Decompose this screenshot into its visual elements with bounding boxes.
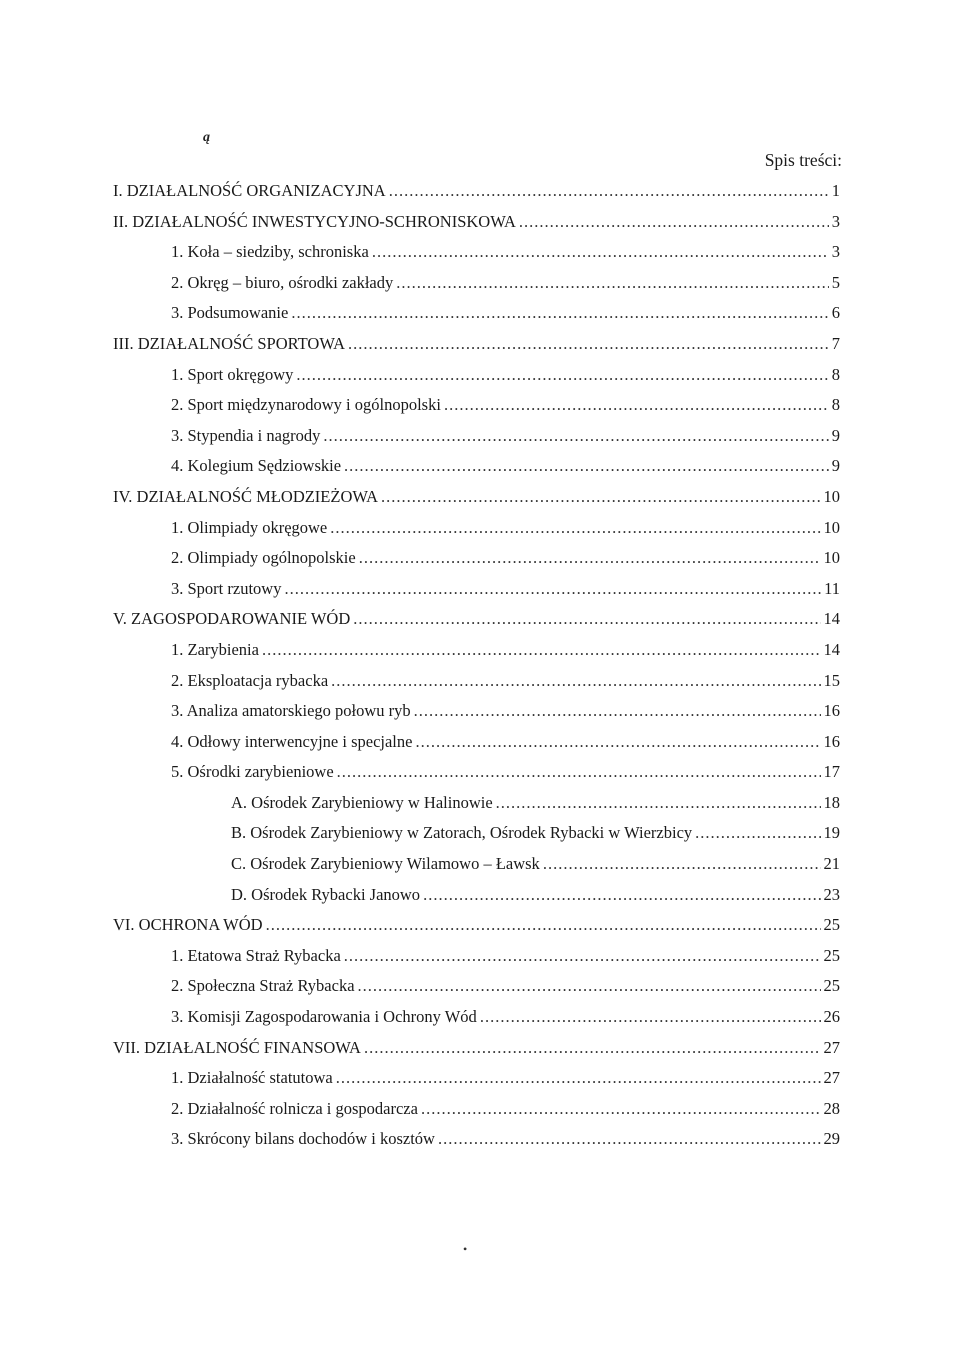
toc-entry-row [231, 849, 840, 880]
toc-dot-leader [344, 941, 821, 972]
toc-entry-title: 1. Sport okręgowy [171, 364, 294, 384]
toc-dot-leader [331, 666, 820, 697]
toc-entry [0, 1002, 960, 1033]
toc-entry-title: 3. Skrócony bilans dochodów i kosztów [171, 1129, 435, 1149]
toc-page-number: 25 [823, 976, 840, 996]
toc-page-number: 9 [831, 456, 840, 476]
toc-entry [0, 757, 960, 788]
toc-entry-title: 1. Zarybienia [171, 639, 259, 659]
toc-page-number: 1 [831, 181, 840, 200]
toc-dot-leader [337, 757, 821, 788]
toc-entry-row [113, 176, 840, 207]
toc-entry-title: 2. Działalność rolnicza i gospodarcza [171, 1098, 418, 1118]
toc-page-number: 17 [823, 762, 840, 782]
toc-dot-leader [330, 513, 820, 544]
toc-entry-row [113, 1033, 840, 1064]
toc-dot-leader [359, 543, 821, 574]
toc-entry [0, 543, 960, 574]
toc-page-number: 16 [823, 731, 840, 751]
toc-entry-row [171, 1002, 840, 1033]
toc-entry [0, 360, 960, 391]
toc-dot-leader [296, 360, 828, 391]
toc-entry-title: 1. Działalność statutowa [171, 1068, 333, 1088]
toc-entry-title: 2. Społeczna Straż Rybacka [171, 976, 355, 996]
toc-entry-title: A. Ośrodek Zarybieniowy w Halinowie [231, 792, 493, 812]
toc-entry [0, 635, 960, 666]
toc-page-number: 5 [831, 272, 840, 292]
toc-title: Spis treści: [764, 150, 842, 170]
toc-page-number: 6 [831, 303, 840, 323]
toc-page-number: 7 [831, 333, 840, 353]
toc-entry-row [113, 604, 840, 635]
toc-entry [0, 390, 960, 421]
toc-entry-title: 1. Koła – siedziby, schroniska [171, 242, 369, 262]
toc-page-number: 25 [823, 945, 840, 965]
toc-page-number: 29 [823, 1129, 840, 1149]
toc-entry [0, 818, 960, 849]
toc-entry-title: 2. Okręg – biuro, ośrodki zakłady [171, 272, 394, 292]
toc-entry-row [171, 268, 840, 299]
toc-entry-title: 1. Olimpiady okręgowe [171, 517, 328, 537]
toc-entry-title: 5. Ośrodki zarybieniowe [171, 762, 334, 782]
toc-entry-title: 2. Olimpiady ogólnopolskie [171, 548, 356, 568]
toc-entry-row [113, 329, 840, 360]
toc-entry-title: IV. DZIAŁALNOŚĆ MŁODZIEŻOWA [113, 486, 379, 506]
toc-page-number: 19 [823, 823, 840, 843]
toc-page-number: 21 [823, 854, 840, 874]
toc-entry [0, 788, 960, 819]
toc-dot-leader [396, 268, 829, 299]
toc-page-number: 28 [823, 1098, 840, 1118]
toc-page-number: 10 [823, 486, 840, 506]
toc-dot-leader [344, 451, 829, 482]
toc-page-number: 8 [831, 395, 840, 415]
toc-entry [0, 482, 960, 513]
toc-page-number: 9 [831, 425, 840, 445]
toc-entry [0, 1033, 960, 1064]
toc-dot-leader [284, 574, 821, 605]
toc-entry-title: VII. DZIAŁALNOŚĆ FINANSOWA [113, 1037, 361, 1057]
toc-entry [0, 268, 960, 299]
toc-page-number: 23 [823, 884, 840, 904]
toc-entry-title: C. Ośrodek Zarybieniowy Wilamowo – Ławsk [231, 854, 540, 874]
toc-page-number: 26 [823, 1007, 840, 1027]
toc-entry-title: 3. Komisji Zagospodarowania i Ochrony Wód [171, 1007, 477, 1027]
toc-entry [0, 1124, 960, 1155]
table-of-contents [0, 176, 960, 1155]
toc-entry [0, 176, 960, 207]
toc-entry-row [171, 666, 840, 697]
toc-page-number: 18 [823, 792, 840, 812]
toc-dot-leader [353, 604, 820, 635]
toc-entry-title: 2. Sport międzynarodowy i ogólnopolski [171, 395, 441, 415]
toc-entry [0, 1063, 960, 1094]
toc-entry [0, 329, 960, 360]
toc-entry-row [171, 696, 840, 727]
toc-dot-leader [323, 421, 828, 452]
toc-dot-leader [372, 237, 829, 268]
toc-dot-leader [381, 482, 820, 513]
toc-entry [0, 574, 960, 605]
toc-entry [0, 604, 960, 635]
toc-entry-title: 2. Eksploatacja rybacka [171, 670, 329, 690]
toc-dot-leader [423, 880, 820, 911]
toc-page-number: 3 [831, 242, 840, 262]
stray-mark-top: ą [203, 130, 210, 145]
toc-entry-title: D. Ośrodek Rybacki Janowo [231, 884, 421, 904]
toc-entry-row [171, 971, 840, 1002]
toc-entry-row [171, 360, 840, 391]
toc-page-number: 16 [823, 701, 840, 721]
toc-page-number: 8 [831, 364, 840, 384]
toc-dot-leader [519, 207, 829, 238]
toc-entry-row [171, 727, 840, 758]
toc-dot-leader [262, 635, 821, 666]
toc-entry-row [171, 298, 840, 329]
toc-dot-leader [414, 696, 821, 727]
toc-page-number: 14 [823, 639, 840, 659]
toc-dot-leader [438, 1124, 821, 1155]
toc-entry-title: 1. Etatowa Straż Rybacka [171, 945, 341, 965]
toc-entry-title: B. Ośrodek Zarybieniowy w Zatorach, Ośrodek Rybacki w Wierzbicy [231, 823, 693, 843]
stray-mark-bottom: • [463, 1242, 468, 1256]
toc-entry [0, 849, 960, 880]
toc-dot-leader [543, 849, 821, 880]
toc-entry-row [171, 574, 840, 605]
toc-entry-title: II. DZIAŁALNOŚĆ INWESTYCYJNO-SCHRONISKOWA [113, 211, 516, 231]
toc-dot-leader [695, 818, 820, 849]
toc-entry [0, 513, 960, 544]
toc-dot-leader [480, 1002, 821, 1033]
toc-entry-row [171, 451, 840, 482]
toc-dot-leader [266, 910, 821, 941]
toc-entry-row [113, 482, 840, 513]
toc-entry [0, 298, 960, 329]
toc-entry-row [171, 1124, 840, 1155]
toc-entry [0, 696, 960, 727]
toc-entry-row [171, 635, 840, 666]
toc-entry-row [171, 237, 840, 268]
toc-entry-title: III. DZIAŁALNOŚĆ SPORTOWA [113, 333, 345, 353]
toc-entry-title: 4. Odłowy interwencyjne i specjalne [171, 731, 413, 751]
toc-entry [0, 237, 960, 268]
toc-page-number: 14 [823, 609, 840, 629]
toc-dot-leader [348, 329, 829, 360]
toc-page-number: 25 [823, 915, 840, 935]
toc-entry-title: 3. Podsumowanie [171, 303, 289, 323]
toc-entry-row [171, 543, 840, 574]
toc-page-number: 10 [823, 517, 840, 537]
toc-entry-row [171, 390, 840, 421]
toc-page-number: 27 [823, 1068, 840, 1088]
toc-entry-row [231, 818, 840, 849]
toc-entry [0, 971, 960, 1002]
toc-entry-row [171, 941, 840, 972]
toc-dot-leader [291, 298, 828, 329]
toc-dot-leader [364, 1033, 821, 1064]
toc-dot-leader [496, 788, 821, 819]
toc-entry [0, 727, 960, 758]
toc-page-number: 3 [831, 211, 840, 231]
toc-entry [0, 421, 960, 452]
toc-entry-title: 4. Kolegium Sędziowskie [171, 456, 342, 476]
toc-entry-row [113, 207, 840, 238]
toc-entry-row [113, 910, 840, 941]
toc-entry-title: 3. Stypendia i nagrody [171, 425, 321, 445]
toc-entry [0, 451, 960, 482]
toc-entry-row [171, 421, 840, 452]
toc-entry-row [231, 880, 840, 911]
toc-dot-leader [358, 971, 821, 1002]
toc-entry-title: VI. OCHRONA WÓD [113, 915, 263, 935]
toc-entry-title: V. ZAGOSPODAROWANIE WÓD [113, 609, 351, 629]
toc-page-number: 27 [823, 1037, 840, 1057]
toc-entry-title: 3. Sport rzutowy [171, 578, 282, 598]
toc-entry-row [171, 1094, 840, 1125]
toc-dot-leader [389, 176, 829, 207]
toc-entry [0, 910, 960, 941]
toc-page-number: 10 [823, 548, 840, 568]
toc-entry-row [231, 788, 840, 819]
toc-entry [0, 666, 960, 697]
toc-entry [0, 1094, 960, 1125]
toc-dot-leader [336, 1063, 821, 1094]
toc-entry-row [171, 513, 840, 544]
toc-entry [0, 880, 960, 911]
toc-entry-title: I. DZIAŁALNOŚĆ ORGANIZACYJNA [113, 181, 386, 200]
toc-entry [0, 207, 960, 238]
toc-dot-leader [444, 390, 829, 421]
toc-dot-leader [415, 727, 820, 758]
toc-dot-leader [421, 1094, 821, 1125]
toc-entry-title: 3. Analiza amatorskiego połowu ryb [171, 701, 411, 721]
toc-page-number: 15 [823, 670, 840, 690]
toc-page-number: 11 [824, 578, 840, 598]
toc-entry [0, 941, 960, 972]
toc-entry-row [171, 1063, 840, 1094]
toc-entry-row [171, 757, 840, 788]
